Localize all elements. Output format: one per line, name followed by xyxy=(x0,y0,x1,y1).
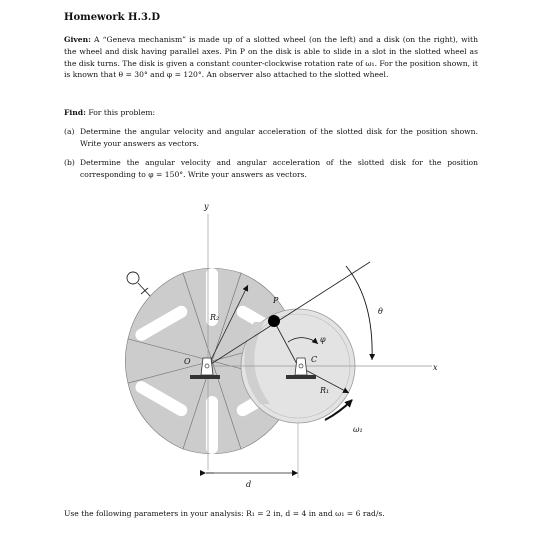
wheel-bearing xyxy=(201,358,213,375)
given-text: A “Geneva mechanism” is made up of a slotted wheel (on the left) and a disk (on the right), with the wheel and disk having parallel axes. Pin P on the disk is able to slide in a slot in the slotted wheel as the disk turns. The disk is given a constant counter-clockwise rotation rate of ω₁. For the position shown, it is known that θ = 30° and φ = 120°. An observer also attached to the slotted wheel. xyxy=(64,35,478,80)
wheel-base xyxy=(190,375,220,379)
disk-base xyxy=(286,375,316,379)
parameters-footer: Use the following parameters in your analysis: R₁ = 2 in, d = 4 in and ω₁ = 6 rad/s. xyxy=(64,509,385,518)
given-lead: Given: xyxy=(64,35,91,44)
question-b-text: Determine the angular velocity and angular acceleration of the slotted disk for the position corresponding to φ = 150°. Write your answers as vectors. xyxy=(80,158,478,179)
disk-bearing xyxy=(295,358,307,375)
d-label: d xyxy=(246,480,252,489)
phi-label: φ xyxy=(320,335,326,344)
find-lead: Find: xyxy=(64,108,86,117)
observer-icon xyxy=(127,272,150,296)
center-c-label: C xyxy=(311,355,318,364)
question-a-text: Determine the angular velocity and angular acceleration of the slotted disk for the position shown. Write your answers as vectors. xyxy=(80,127,478,148)
omega1-label: ω₁ xyxy=(353,425,363,434)
y-axis-label: y xyxy=(204,202,209,211)
find-text: For this problem: xyxy=(88,108,156,117)
origin-o-label: O xyxy=(184,357,191,366)
r1-label: R₁ xyxy=(320,386,330,395)
pin-p-label: P xyxy=(273,296,279,305)
question-b-label: (b) xyxy=(64,158,75,167)
pin-p xyxy=(268,315,280,327)
question-a-label: (a) xyxy=(64,127,75,136)
page-title: Homework H.3.D xyxy=(64,12,161,23)
r2-label: R₂ xyxy=(210,313,220,322)
x-axis-label: x xyxy=(433,363,438,372)
theta-label: θ xyxy=(378,307,383,316)
